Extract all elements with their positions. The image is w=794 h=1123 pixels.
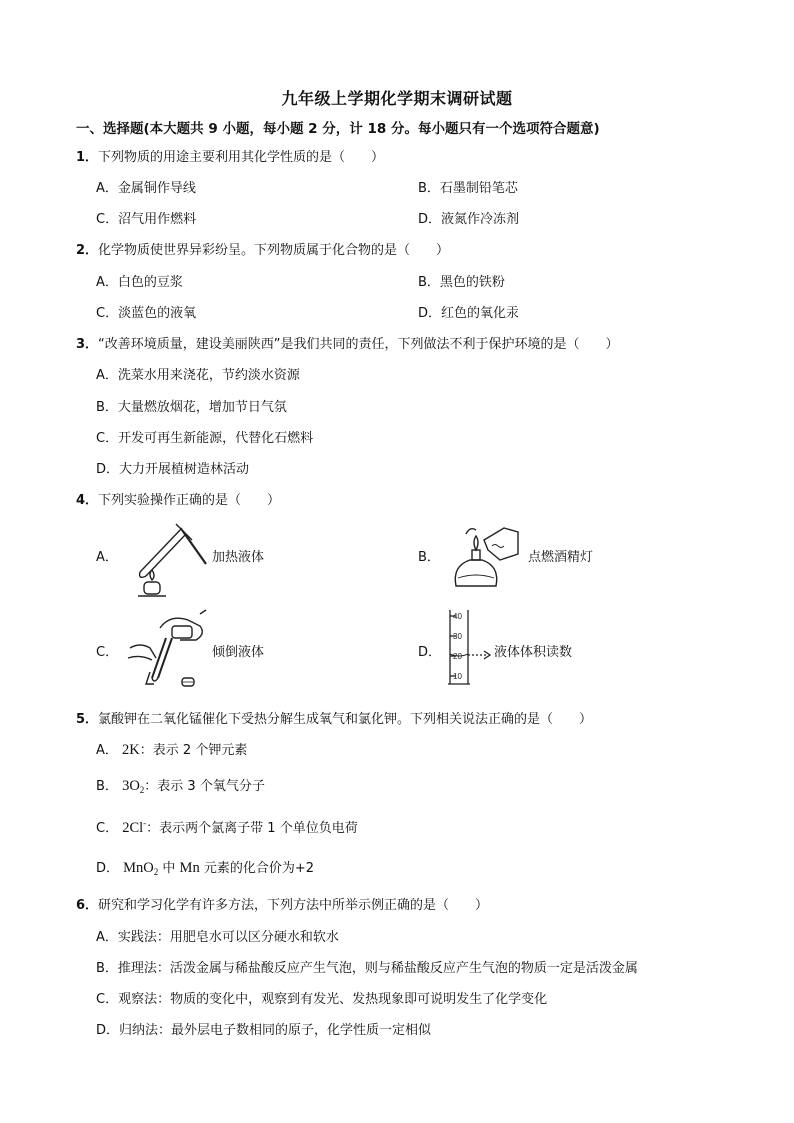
q4-option-a-label: 加热液体 — [212, 550, 265, 565]
question-number: 5． — [76, 712, 99, 727]
question-stem: 下列物质的用途主要利用其化学性质的是（ ） — [98, 150, 385, 165]
heating-liquid-illustration — [126, 522, 210, 598]
q6-option-d[interactable]: D．归纳法：最外层电子数相同的原子，化学性质一定相似 — [96, 1023, 432, 1038]
q3-option-a[interactable]: A．洗菜水用来浇花，节约淡水资源 — [96, 368, 300, 383]
q3-option-c[interactable]: C．开发可再生新能源，代替化石燃料 — [96, 431, 314, 446]
question-number: 3． — [76, 337, 99, 352]
formula: $3O_2$ — [122, 778, 145, 795]
q3-option-d[interactable]: D．大力开展植树造林活动 — [96, 462, 250, 477]
cylinder-tick-10: 10 — [453, 672, 462, 681]
cylinder-tick-30: 30 — [453, 632, 462, 641]
q4-option-b-label: 点燃酒精灯 — [528, 550, 594, 565]
q4-option-b-key[interactable]: B． — [418, 550, 440, 565]
section-heading: 一、选择题(本大题共 9 小题，每小题 2 分，计 18 分。每小题只有一个选项符合题意) — [76, 121, 600, 137]
q5-option-d[interactable]: D． MnO$_2$ 中 Mn 元素的化合价为+2 — [96, 860, 314, 877]
q1-option-b[interactable]: B．石墨制铅笔芯 — [418, 181, 518, 196]
q5-option-b[interactable] — [96, 775, 265, 795]
option-text: ：表示两个氯离子带 1 个单位负电荷 — [146, 821, 358, 836]
formula: 2K — [122, 742, 140, 758]
q6-option-a[interactable]: A．实践法：用肥皂水可以区分硬水和软水 — [96, 930, 339, 945]
option-key: A． — [96, 743, 118, 758]
cylinder-tick-20: 20 — [453, 652, 462, 661]
pouring-liquid-illustration — [126, 610, 210, 692]
question-number: 6． — [76, 898, 99, 913]
question-1 — [76, 146, 736, 165]
question-stem: 氯酸钾在二氧化锰催化下受热分解生成氧气和氯化钾。下列相关说法正确的是（ ） — [98, 712, 593, 727]
question-stem: “改善环境质量，建设美丽陕西”是我们共同的责任，下列做法不利于保护环境的是（ ） — [98, 337, 619, 352]
q4-option-d-label: 液体体积读数 — [494, 645, 573, 660]
question-4 — [76, 489, 736, 508]
graduated-cylinder-illustration — [446, 608, 494, 686]
alcohol-lamp-illustration — [448, 520, 522, 588]
q4-option-d-key[interactable]: D． — [418, 645, 442, 660]
q3-option-b[interactable]: B．大量燃放烟花，增加节日气氛 — [96, 400, 287, 415]
page-title: 九年级上学期化学期末调研试题 — [281, 89, 513, 108]
cylinder-tick-40: 40 — [453, 612, 462, 621]
question-3 — [76, 333, 736, 352]
option-key: C． — [96, 821, 119, 836]
q1-option-d[interactable]: D．液氮作冷冻剂 — [418, 212, 520, 227]
question-number: 4． — [76, 493, 99, 508]
question-number: 1． — [76, 150, 99, 165]
q6-option-c[interactable]: C．观察法：物质的变化中，观察到有发光、发热现象即可说明发生了化学变化 — [96, 992, 548, 1007]
question-2 — [76, 239, 736, 258]
option-text: ：表示 3 个氧气分子 — [144, 779, 265, 794]
question-stem: 化学物质使世界异彩纷呈。下列物质属于化合物的是（ ） — [98, 243, 450, 258]
q2-option-b[interactable]: B．黑色的铁粉 — [418, 275, 505, 290]
question-stem: 下列实验操作正确的是（ ） — [98, 493, 281, 508]
option-key: B． — [96, 779, 118, 794]
q4-option-c-label: 倾倒液体 — [212, 645, 265, 660]
q5-option-c[interactable] — [96, 817, 358, 837]
q4-option-a-key[interactable]: A． — [96, 550, 118, 565]
q2-option-d[interactable]: D．红色的氧化汞 — [418, 306, 520, 321]
q2-option-a[interactable]: A．白色的豆浆 — [96, 275, 183, 290]
question-5 — [76, 708, 736, 727]
question-number: 2． — [76, 243, 99, 258]
q4-option-c-key[interactable]: C． — [96, 645, 119, 660]
q1-option-c[interactable]: C．沼气用作燃料 — [96, 212, 197, 227]
q5-option-a[interactable] — [96, 739, 247, 759]
option-text: ：表示 2 个钾元素 — [139, 743, 248, 758]
option-key: D． — [96, 861, 120, 876]
formula: MnO$_2$ — [123, 860, 159, 877]
q2-option-c[interactable]: C．淡蓝色的液氧 — [96, 306, 197, 321]
question-6 — [76, 894, 736, 913]
q6-option-b[interactable]: B．推理法：活泼金属与稀盐酸反应产生气泡，则与稀盐酸反应产生气泡的物质一定是活泼金属 — [96, 961, 638, 976]
question-stem: 研究和学习化学有许多方法，下列方法中所举示例正确的是（ ） — [98, 898, 489, 913]
formula: 2Cl- — [122, 818, 147, 836]
q1-option-a[interactable]: A．金属铜作导线 — [96, 181, 196, 196]
